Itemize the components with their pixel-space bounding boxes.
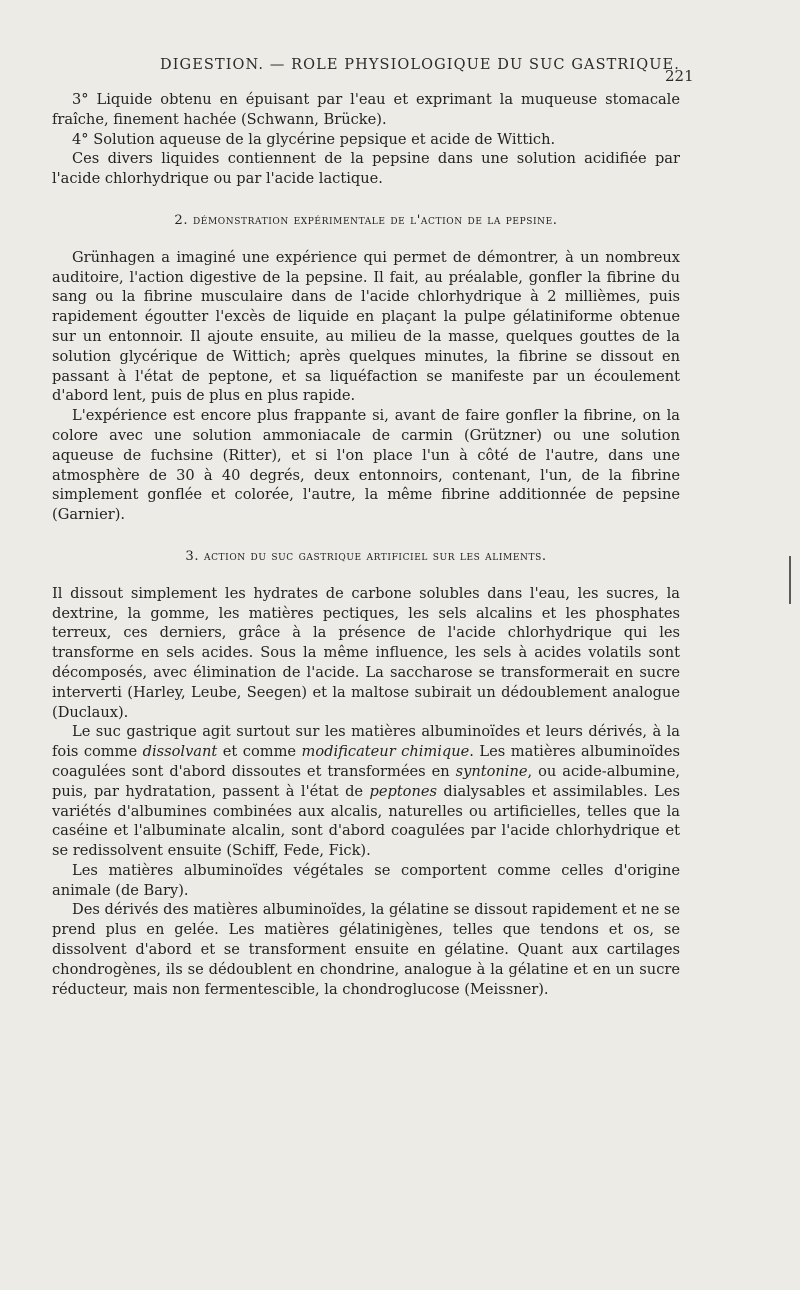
emphasis-syntonine: syntonine xyxy=(455,762,528,780)
paragraph-grunhagen: Grünhagen a imaginé une expérience qui permet de démontrer, à un nombreux auditoire, l'action digestive de la pepsine. Il fait, au préalable, gonfler la fibrine du sang ou la fibrine musculaire dans de l'acide chlorhydrique à 2 millièmes, puis rapidement égoutter l'excès de liquide en plaçant la pulpe gélatiniforme obtenue sur un entonnoir. Il ajoute ensuite, au milieu de la masse, quelques gouttes de la solution glycérique de Wittich; après quelques minutes, la fibrine se dissout en passant à l'état de peptone, et sa liquéfaction se manifeste par un écoulement d'abord lent, puis de plus en plus rapide. xyxy=(52,248,680,405)
emphasis-modificateur: modificateur chimique xyxy=(301,743,470,761)
text-run: dialysables et assimilables. Les variétés d'albumines combinées aux alcalis, naturelles ou artificielles, telles que la caséine et l'albuminate alcalin, sont d'abord coagulées par l'acide chlorhydrique et se redissolvent ensuite (Schiff, Fede, Fick). xyxy=(52,782,680,860)
paragraph-vegetales: Les matières albuminoïdes végétales se comportent comme celles d'origine animale (de Bary). xyxy=(52,861,680,899)
emphasis-dissolvant: dissolvant xyxy=(142,743,218,761)
page-header xyxy=(0,57,800,85)
emphasis-peptones: peptones xyxy=(369,782,437,800)
section-heading-2 xyxy=(52,211,680,231)
paragraph-suc-gastrique xyxy=(52,722,680,861)
page-number: 221 xyxy=(665,67,694,85)
list-item-4: 4° Solution aqueuse de la glycérine pepsique et acide de Wittich. xyxy=(72,130,556,148)
paragraph-experience: L'expérience est encore plus frappante si, avant de faire gonfler la fibrine, on la colore avec une solution ammoniacale de carmin (Grützner) ou une solution aqueuse de fuchsine (Ritter), et si l'on place l'un à côté de l'autre, dans une atmosphère de 30 à 40 degrés, deux entonnoirs, contenant, l'un, de la fibrine simplement gonflée et colorée, l'autre, la même fibrine additionnée de pepsine (Garnier). xyxy=(52,407,680,524)
section-number-3: 3. xyxy=(185,548,200,564)
body-text xyxy=(52,90,680,999)
margin-mark xyxy=(789,556,791,604)
list-item-3: 3° Liquide obtenu en épuisant par l'eau et exprimant la muqueuse stomacale fraîche, finement hachée (Schwann, Brücke). xyxy=(52,91,680,128)
paragraph-gelatine: Des dérivés des matières albuminoïdes, la gélatine se dissout rapidement et ne se prend plus en gelée. Les matières gélatinigènes, telles que tendons et os, se dissolvent d'abord et se transforment ensuite en gélatine. Quant aux cartilages chondrogènes, ils se dédoublent en chondrine, analogue à la gélatine et en un sucre réducteur, mais non fermentescible, la chondroglucose (Meissner). xyxy=(52,901,680,998)
section-number-2: 2. xyxy=(174,212,189,228)
text-run: . Les matières albuminoïdes coagulées sont d'abord dissoutes et transformées en xyxy=(52,743,680,780)
paragraph-hydrates: Il dissout simplement les hydrates de carbone solubles dans l'eau, les sucres, la dextrine, la gomme, les matières pectiques, les sels alcalins et les phosphates terreux, ces derniers, grâce à la présence de l'acide chlorhydrique qui les transforme en sels acides. Sous la même influence, les sels à acides volatils sont décomposés, avec élimination de l'acide. La saccharose se transformerait en sucre interverti (Harley, Leube, Seegen) et la maltose subirait un dédoublement analogue (Duclaux). xyxy=(52,584,680,721)
section-title-2: démonstration expérimentale de l'action de la pepsine. xyxy=(192,212,558,228)
running-head: DIGESTION. — ROLE PHYSIOLOGIQUE DU SUC GASTRIQUE. xyxy=(160,57,680,73)
text-run: et comme xyxy=(217,743,302,761)
paragraph-liquides: Ces divers liquides contiennent de la pepsine dans une solution acidifiée par l'acide chlorhydrique ou par l'acide lactique. xyxy=(52,150,680,188)
text-run: , ou acide-albumine, puis, par hydratation, passent à l'état de xyxy=(52,762,680,800)
section-heading-3 xyxy=(52,547,680,567)
section-title-3: action du suc gastrique artificiel sur les aliments. xyxy=(203,548,547,564)
text-run: Le suc gastrique agit surtout sur les matières albuminoïdes et leurs dérivés, à la fois comme xyxy=(52,723,680,761)
